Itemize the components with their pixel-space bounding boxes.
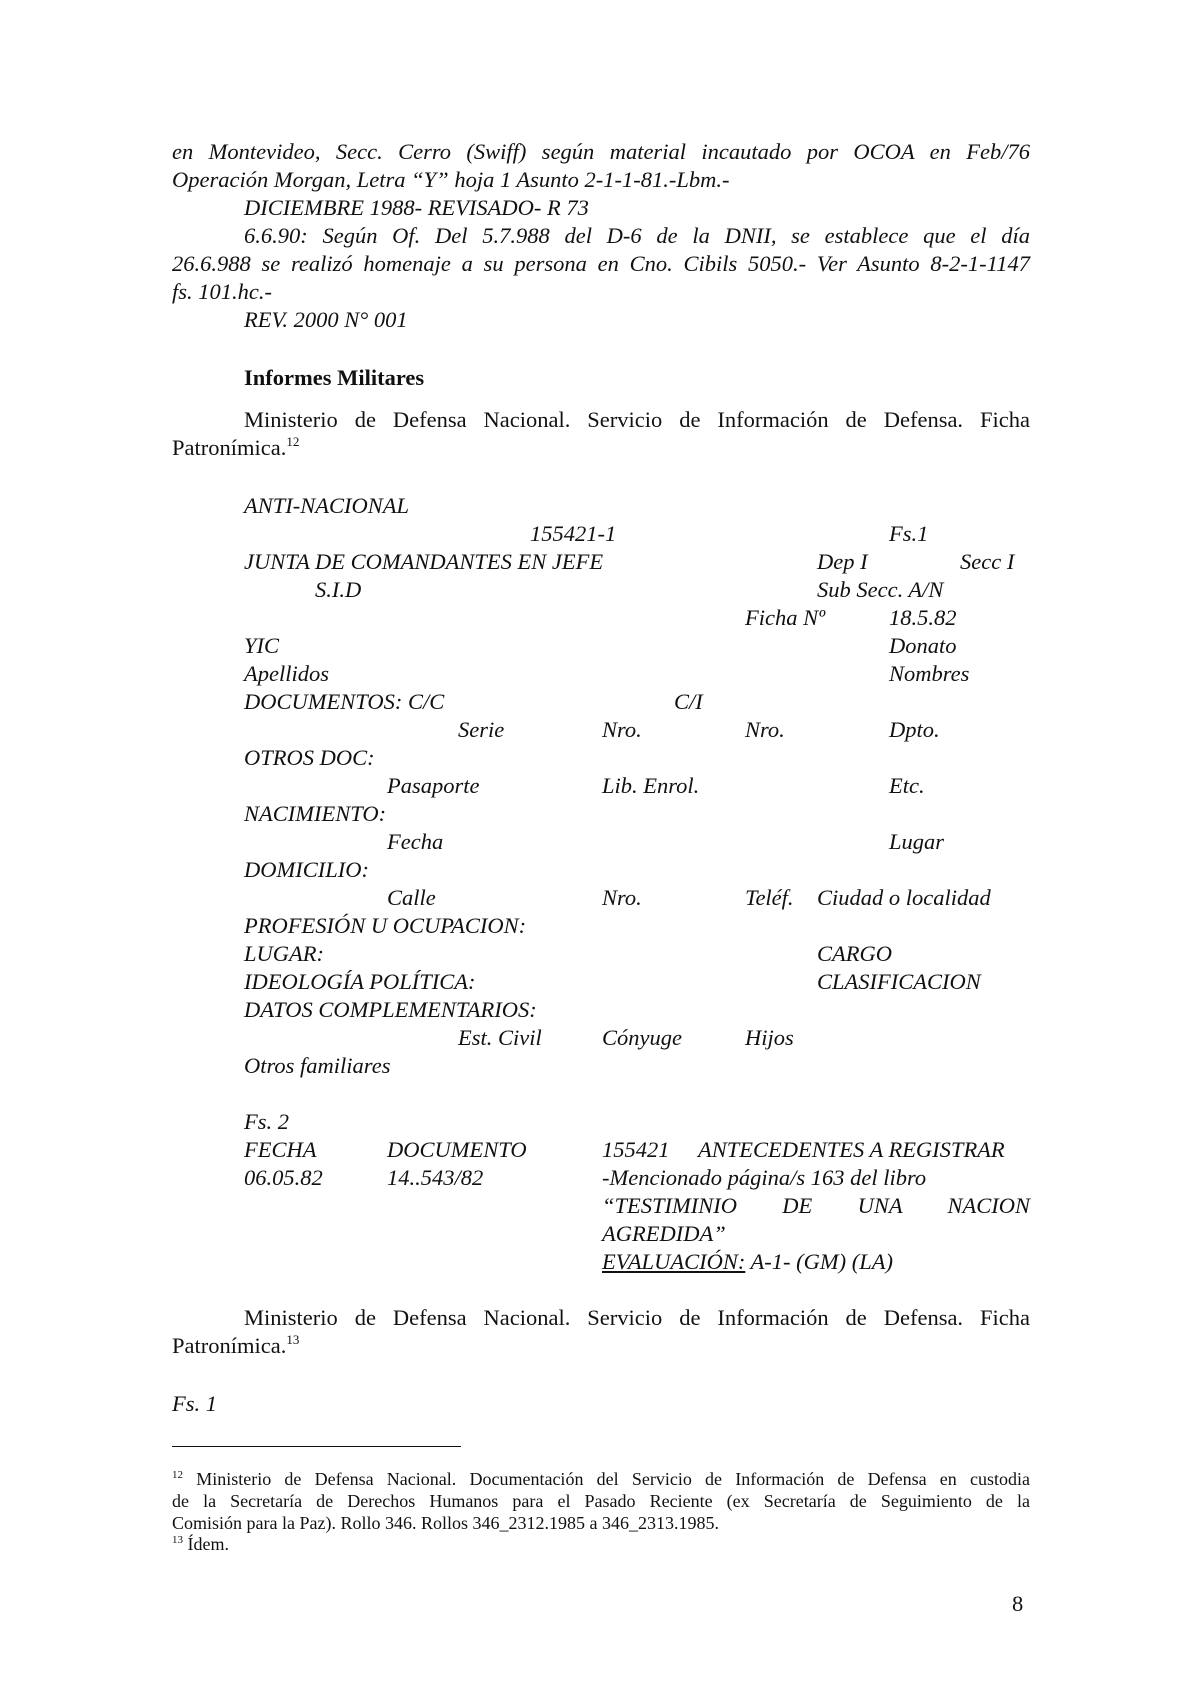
- ficha-sub-secc: Sub Secc. A/N: [817, 577, 944, 602]
- ficha-junta: JUNTA DE COMANDANTES EN JEFE: [244, 549, 604, 574]
- ficha-number: 155421-1: [530, 521, 617, 546]
- footnote-13-number: 13: [172, 1534, 183, 1546]
- ficha-documentos-label: DOCUMENTOS: C/C: [244, 689, 445, 714]
- ficha-clasificacion-label: CLASIFICACION: [817, 969, 981, 994]
- section-heading: Informes Militares: [244, 365, 425, 390]
- ficha-otros-familiares-label: Otros familiares: [244, 1053, 391, 1078]
- ficha-surname: YIC: [244, 633, 280, 658]
- paragraph-1-text: Patronímica.: [172, 435, 287, 460]
- fs2-evaluacion: [602, 1248, 893, 1276]
- ficha-nro-label-2: Nro.: [745, 717, 785, 742]
- fs2-entry-line-3: AGREDIDA”: [602, 1221, 726, 1246]
- ficha-otros-doc-label: OTROS DOC:: [244, 745, 375, 770]
- ficha-lugar-label: Lugar: [889, 829, 945, 854]
- ficha-nro-label-3: Nro.: [602, 885, 642, 910]
- fs2-number: 155421: [602, 1137, 670, 1162]
- fs2-fecha-header: FECHA: [244, 1137, 317, 1162]
- ficha-dep: Dep I: [817, 549, 868, 574]
- ficha-ideologia-label: IDEOLOGÍA POLÍTICA:: [244, 969, 476, 994]
- ficha-etc-label: Etc.: [889, 773, 925, 798]
- fs2-entry-line-1: -Mencionado página/s 163 del libro: [602, 1165, 927, 1190]
- fs2-label: Fs. 2: [244, 1109, 289, 1134]
- ficha-est-civil-label: Est. Civil: [458, 1025, 542, 1050]
- ficha-nro-label: Nro.: [602, 717, 642, 742]
- paragraph-2-line-2: [172, 1332, 299, 1360]
- footnote-13-text: Ídem.: [183, 1534, 229, 1554]
- page-number: 8: [1012, 1591, 1024, 1616]
- footnote-12-text-1: Ministerio de Defensa Nacional. Documentación del Servicio de Información de Defensa en custodia: [183, 1469, 1030, 1489]
- fs2-antecedentes-header: ANTECEDENTES A REGISTRAR: [698, 1137, 1005, 1162]
- paragraph-2-line-1: Ministerio de Defensa Nacional. Servicio de Información de Defensa. Ficha: [244, 1305, 1030, 1330]
- intro-line-5: 26.6.988 se realizó homenaje a su persona en Cno. Cibils 5050.- Ver Asunto 8-2-1-1147: [172, 251, 1030, 276]
- footnote-ref-12: 12: [286, 434, 300, 449]
- intro-line-1: en Montevideo, Secc. Cerro (Swiff) según material incautado por OCOA en Feb/76: [172, 139, 1030, 164]
- fs2-evaluacion-label: EVALUACIÓN:: [602, 1249, 746, 1274]
- ficha-serie-label: Serie: [458, 717, 505, 742]
- footnote-12-line-2: de la Secretaría de Derechos Humanos para el Pasado Reciente (ex Secretaría de Seguimiento de la: [172, 1491, 1030, 1511]
- fs2-evaluacion-value: A-1- (GM) (LA): [745, 1249, 893, 1274]
- intro-line-2: Operación Morgan, Letra “Y” hoja 1 Asunto 2-1-1-81.-Lbm.-: [172, 167, 730, 192]
- footnote-13: [172, 1533, 1030, 1555]
- intro-line-3: DICIEMBRE 1988- REVISADO- R 73: [244, 195, 589, 220]
- intro-line-4: 6.6.90: Según Of. Del 5.7.988 del D-6 de la DNII, se establece que el día: [244, 223, 1030, 248]
- ficha-telef-label: Teléf.: [745, 885, 794, 910]
- ficha-ci-label: C/I: [674, 689, 703, 714]
- fs2-documento-header: DOCUMENTO: [387, 1137, 527, 1162]
- paragraph-1-line-2: [172, 434, 299, 462]
- ficha-secc: Secc I: [960, 549, 1015, 574]
- ficha-apellidos-label: Apellidos: [244, 661, 329, 686]
- ficha-conyuge-label: Cónyuge: [602, 1025, 682, 1050]
- footnote-12-line-3: Comisión para la Paz). Rollo 346. Rollos 346_2312.1985 a 346_2313.1985.: [172, 1513, 719, 1533]
- footnote-12-line-1: [172, 1468, 1030, 1490]
- fs2-date: 06.05.82: [244, 1165, 323, 1190]
- ficha-nacimiento-label: NACIMIENTO:: [244, 801, 387, 826]
- ficha-nombres-label: Nombres: [889, 661, 970, 686]
- footnote-ref-13: 13: [286, 1332, 300, 1347]
- ficha-pasaporte-label: Pasaporte: [387, 773, 480, 798]
- fs1-closing: Fs. 1: [172, 1391, 217, 1416]
- footnote-12-number: 12: [172, 1469, 183, 1481]
- ficha-fecha-label: Fecha: [387, 829, 444, 854]
- ficha-date: 18.5.82: [889, 605, 957, 630]
- intro-line-6: fs. 101.hc.-: [172, 279, 272, 304]
- ficha-lugar-caps-label: LUGAR:: [244, 941, 324, 966]
- ficha-calle-label: Calle: [387, 885, 436, 910]
- ficha-ciudad-label: Ciudad o localidad: [817, 885, 991, 910]
- ficha-sid: S.I.D: [315, 577, 362, 602]
- ficha-dpto-label: Dpto.: [889, 717, 940, 742]
- ficha-hijos-label: Hijos: [745, 1025, 794, 1050]
- fs2-entry-line-2: “TESTIMINIO DE UNA NACION: [602, 1193, 1030, 1218]
- ficha-datos-label: DATOS COMPLEMENTARIOS:: [244, 997, 537, 1022]
- ficha-fs1: Fs.1: [889, 521, 929, 546]
- intro-line-7: REV. 2000 N° 001: [244, 307, 408, 332]
- ficha-given-name: Donato: [889, 633, 957, 658]
- ficha-profesion-label: PROFESIÓN U OCUPACION:: [244, 913, 527, 938]
- ficha-no-label: Ficha Nº: [745, 605, 826, 630]
- ficha-cargo-label: CARGO: [817, 941, 892, 966]
- paragraph-1-line-1: Ministerio de Defensa Nacional. Servicio de Información de Defensa. Ficha: [244, 407, 1030, 432]
- ficha-anti-nacional: ANTI-NACIONAL: [244, 493, 410, 518]
- footnote-divider: [172, 1446, 461, 1447]
- fs2-document: 14..543/82: [387, 1165, 484, 1190]
- ficha-domicilio-label: DOMICILIO:: [244, 857, 369, 882]
- ficha-lib-enrol-label: Lib. Enrol.: [602, 773, 700, 798]
- paragraph-2-text: Patronímica.: [172, 1333, 287, 1358]
